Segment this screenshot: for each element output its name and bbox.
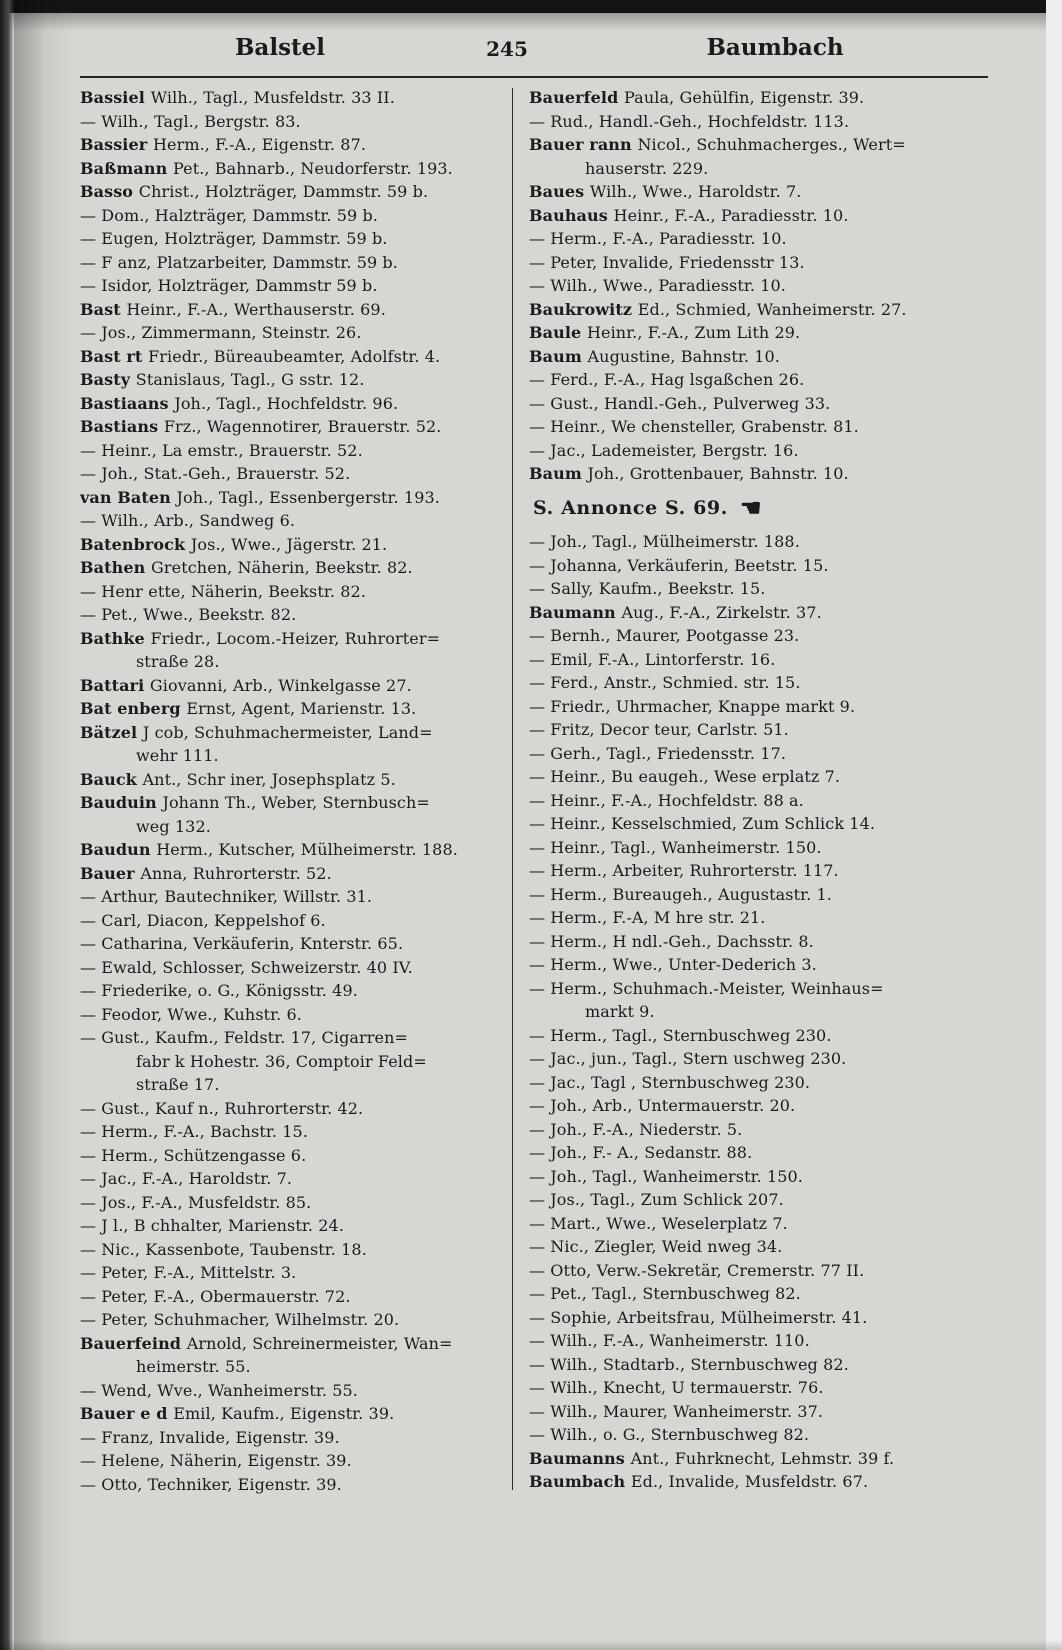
- entry-surname: Basso: [80, 182, 139, 201]
- entry-text: — Heinr., F.-A., Hochfeldstr. 88 a.: [529, 790, 804, 810]
- entry-text: — Wilh., Maurer, Wanheimerstr. 37.: [529, 1401, 824, 1421]
- directory-entry: [529, 883, 992, 907]
- entry-surname: Bathke: [80, 628, 151, 648]
- entry-surname: Basty: [80, 370, 136, 389]
- entry-text: — Eugen, Holzträger, Dammstr. 59 b.: [80, 229, 388, 248]
- entry-text: — Fritz, Decor teur, Carlstr. 51.: [529, 720, 789, 739]
- directory-entry: [529, 298, 992, 322]
- directory-entry: [80, 368, 502, 392]
- entry-text: weg 132.: [136, 816, 211, 836]
- entry-text: Stanislaus, Tagl., G sstr. 12.: [135, 370, 365, 389]
- directory-entry: [529, 345, 992, 369]
- entry-text: — Heinr., La emstr., Brauerstr. 52.: [80, 440, 363, 460]
- entry-text: — Herm., F.-A., Paradiesstr. 10.: [529, 229, 787, 248]
- entry-surname: Baues: [529, 182, 590, 201]
- directory-entry: [80, 556, 502, 580]
- directory-entry: [80, 1003, 502, 1027]
- entry-text: — Joh., Tagl., Wanheimerstr. 150.: [529, 1166, 803, 1186]
- entry-surname: Bassiel: [80, 88, 151, 107]
- entry-text: — Mart., Wwe., Weselerplatz 7.: [529, 1213, 788, 1233]
- directory-entry: [529, 1447, 992, 1471]
- directory-columns: [80, 86, 992, 1496]
- entry-text: — Jos., Zimmermann, Steinstr. 26.: [80, 323, 362, 342]
- entry-text: fabr k Hohestr. 36, Comptoir Feld=: [136, 1051, 427, 1071]
- directory-entry: [80, 345, 502, 369]
- entry-text: Pet., Bahnarb., Neudorferstr. 193.: [172, 158, 453, 178]
- entry-text: — Herm., Bureaugeh., Augustastr. 1.: [529, 884, 832, 904]
- entry-text: Arnold, Schreinermeister, Wan=: [186, 1333, 453, 1353]
- entry-text: straße 28.: [136, 652, 220, 671]
- entry-surname: Bauer: [80, 863, 141, 883]
- entry-surname: Bauck: [80, 769, 143, 789]
- entry-surname: Bauerfeind: [80, 1333, 187, 1353]
- entry-text: Heinr., F.-A., Zum Lith 29.: [586, 323, 801, 342]
- directory-entry: [529, 953, 992, 977]
- entry-text: — Jac., F.-A., Haroldstr. 7.: [80, 1169, 293, 1188]
- entry-text: — Wilh., Arb., Sandweg 6.: [80, 511, 296, 530]
- scan-edge-left: [0, 0, 14, 1650]
- entry-surname: Baum: [529, 346, 588, 366]
- directory-entry: [80, 1214, 502, 1238]
- directory-entry: [80, 815, 502, 839]
- entry-text: Johann Th., Weber, Sternbusch=: [162, 793, 430, 812]
- entry-text: — Herm., Arbeiter, Ruhrorterstr. 117.: [529, 861, 839, 880]
- directory-entry: [80, 1426, 502, 1450]
- entry-text: Ernst, Agent, Marienstr. 13.: [186, 699, 417, 718]
- directory-entry: [80, 1449, 502, 1473]
- entry-text: Friedr., Locom.-Heizer, Ruhrorter=: [150, 628, 441, 648]
- directory-entry: [80, 791, 502, 815]
- directory-entry: [529, 1212, 992, 1236]
- entry-text: Wilh., Tagl., Musfeldstr. 33 II.: [150, 88, 395, 107]
- directory-entry: [529, 1235, 992, 1259]
- page-header: [80, 34, 992, 70]
- entry-text: — Franz, Invalide, Eigenstr. 39.: [80, 1427, 340, 1447]
- directory-entry: [80, 838, 502, 862]
- directory-entry: [529, 1282, 992, 1306]
- entry-text: — Wilh., F.-A., Wanheimerstr. 110.: [529, 1331, 810, 1350]
- entry-text: Gretchen, Näherin, Beekstr. 82.: [151, 558, 413, 577]
- entry-surname: van Baten: [80, 487, 177, 507]
- directory-entry: [80, 133, 502, 157]
- directory-entry: [529, 648, 992, 672]
- directory-entry: [529, 695, 992, 719]
- entry-surname: Bast rt: [80, 346, 149, 366]
- directory-entry: [80, 1473, 502, 1497]
- column-divider: [512, 88, 513, 1490]
- directory-entry: [80, 462, 502, 486]
- directory-entry: [529, 577, 992, 601]
- entry-text: straße 17.: [136, 1075, 220, 1094]
- entry-surname: Bauerfeld: [529, 88, 625, 107]
- directory-entry: [80, 627, 502, 651]
- directory-entry: [80, 932, 502, 956]
- directory-entry: [80, 533, 502, 557]
- directory-entry: [529, 415, 992, 439]
- directory-entry: [529, 836, 992, 860]
- directory-entry: [80, 862, 502, 886]
- directory-entry: [529, 204, 992, 228]
- entry-text: — Ferd., F.-A., Hag lsgaßchen 26.: [529, 370, 805, 389]
- entry-surname: Bat enberg: [80, 699, 187, 718]
- directory-entry: [80, 110, 502, 134]
- entry-text: — Arthur, Bautechniker, Willstr. 31.: [80, 887, 373, 906]
- directory-entry: [529, 1094, 992, 1118]
- entry-text: — Herm., Schuhmach.-Meister, Weinhaus=: [529, 978, 884, 998]
- entry-text: — Joh., Arb., Untermauerstr. 20.: [529, 1096, 796, 1115]
- entry-text: — Gust., Handl.-Geh., Pulverweg 33.: [529, 393, 831, 413]
- entry-text: — Jos., Tagl., Zum Schlick 207.: [529, 1190, 784, 1209]
- entry-surname: Batenbrock: [80, 534, 191, 554]
- directory-entry: [529, 462, 992, 486]
- header-rule: [80, 76, 988, 78]
- directory-entry: [529, 1071, 992, 1095]
- entry-text: markt 9.: [585, 1002, 655, 1021]
- entry-surname: Bauer e d: [80, 1404, 174, 1423]
- directory-entry: [80, 1050, 502, 1074]
- directory-entry: [529, 812, 992, 836]
- entry-text: — Jos., F.-A., Musfeldstr. 85.: [80, 1192, 312, 1212]
- entry-text: Anna, Ruhrorterstr. 52.: [140, 863, 332, 883]
- directory-entry: [80, 1308, 502, 1332]
- entry-text: — Wilh., Wwe., Paradiesstr. 10.: [529, 276, 786, 295]
- directory-entry: [529, 789, 992, 813]
- directory-entry: [529, 1400, 992, 1424]
- directory-entry: [80, 251, 502, 275]
- entry-text: Herm., F.-A., Eigenstr. 87.: [152, 135, 367, 154]
- entry-text: — Pet., Tagl., Sternbuschweg 82.: [529, 1284, 801, 1303]
- entry-text: Aug., F.-A., Zirkelstr. 37.: [621, 602, 822, 622]
- entry-text: — Heinr., Kesselschmied, Zum Schlick 14.: [529, 814, 876, 833]
- directory-entry: [80, 392, 502, 416]
- directory-entry: [80, 979, 502, 1003]
- directory-entry: [80, 227, 502, 251]
- directory-entry: [80, 509, 502, 533]
- directory-entry: [80, 956, 502, 980]
- entry-text: — Joh., F.-A., Niederstr. 5.: [529, 1119, 743, 1139]
- directory-entry: [529, 86, 992, 110]
- directory-entry: [80, 1144, 502, 1168]
- right-column: [517, 86, 992, 1496]
- directory-entry: [529, 1141, 992, 1165]
- entry-text: — Herm., H ndl.-Geh., Dachsstr. 8.: [529, 931, 814, 951]
- entry-text: — Gerh., Tagl., Friedensstr. 17.: [529, 743, 787, 763]
- page-number: 245: [486, 37, 528, 61]
- directory-entry: [80, 1191, 502, 1215]
- manicule-icon: ☚: [739, 492, 763, 522]
- entry-text: — Feodor, Wwe., Kuhstr. 6.: [80, 1004, 302, 1024]
- scan-edge-top-shadow: [0, 13, 1062, 31]
- entry-text: — Wilh., o. G., Sternbuschweg 82.: [529, 1425, 810, 1444]
- entry-text: — Otto, Verw.-Sekretär, Cremerstr. 77 II.: [529, 1260, 865, 1280]
- directory-entry: [529, 742, 992, 766]
- directory-entry: [529, 1118, 992, 1142]
- directory-entry: [80, 1402, 502, 1426]
- entry-text: — Wilh., Tagl., Bergstr. 83.: [80, 111, 301, 131]
- entry-text: — Pet., Wwe., Beekstr. 82.: [80, 605, 297, 624]
- entry-text: — Herm., Tagl., Sternbuschweg 230.: [529, 1025, 832, 1045]
- entry-text: — Ewald, Schlosser, Schweizerstr. 40 IV.: [80, 957, 413, 977]
- entry-surname: Bathen: [80, 558, 151, 577]
- directory-entry: [529, 1329, 992, 1353]
- directory-entry: [80, 650, 502, 674]
- entry-text: — Heinr., Tagl., Wanheimerstr. 150.: [529, 837, 822, 857]
- entry-text: Frz., Wagennotirer, Brauerstr. 52.: [163, 417, 442, 436]
- entry-text: Christ., Holzträger, Dammstr. 59 b.: [138, 182, 429, 201]
- directory-entry: [80, 157, 502, 181]
- directory-entry: [80, 697, 502, 721]
- entry-text: Heinr., F.-A., Paradiesstr. 10.: [613, 205, 849, 225]
- entry-surname: Bastiaans: [80, 393, 175, 413]
- entry-text: — Catharina, Verkäuferin, Knterstr. 65.: [80, 934, 404, 953]
- directory-entry: [529, 671, 992, 695]
- directory-entry: [529, 1024, 992, 1048]
- entry-text: — Joh., Stat.-Geh., Brauerstr. 52.: [80, 464, 351, 483]
- entry-text: — Herm., F.-A, M hre str. 21.: [529, 908, 766, 927]
- entry-surname: Bassier: [80, 135, 153, 154]
- entry-text: Wilh., Wwe., Haroldstr. 7.: [589, 182, 802, 201]
- entry-text: — J l., B chhalter, Marienstr. 24.: [80, 1216, 345, 1235]
- entry-surname: Bast: [80, 299, 127, 319]
- entry-text: — Bernh., Maurer, Pootgasse 23.: [529, 626, 800, 645]
- entry-text: Heinr., F.-A., Werthauserstr. 69.: [126, 299, 386, 319]
- directory-entry: [80, 204, 502, 228]
- entry-surname: Bauhaus: [529, 205, 614, 225]
- entry-text: — Heinr., We chensteller, Grabenstr. 81.: [529, 417, 859, 436]
- entry-text: — Helene, Näherin, Eigenstr. 39.: [80, 1451, 352, 1470]
- directory-entry: [80, 439, 502, 463]
- entry-text: — Carl, Diacon, Keppelshof 6.: [80, 910, 326, 930]
- directory-entry: [529, 624, 992, 648]
- entry-text: — Johanna, Verkäuferin, Beetstr. 15.: [529, 555, 829, 575]
- directory-entry: [529, 718, 992, 742]
- directory-entry: [80, 768, 502, 792]
- entry-text: — Herm., Schützengasse 6.: [80, 1145, 307, 1165]
- entry-text: — Wilh., Knecht, U termauerstr. 76.: [529, 1378, 824, 1397]
- directory-entry: [529, 1376, 992, 1400]
- entry-text: — Wilh., Stadtarb., Sternbuschweg 82.: [529, 1354, 849, 1374]
- directory-entry: [529, 133, 992, 157]
- directory-entry: [80, 1238, 502, 1262]
- directory-entry: [80, 1120, 502, 1144]
- directory-entry: [80, 298, 502, 322]
- entry-surname: Baudun: [80, 840, 157, 859]
- directory-entry: [529, 1306, 992, 1330]
- directory-entry: [529, 859, 992, 883]
- directory-entry: [80, 885, 502, 909]
- directory-entry: [80, 1355, 502, 1379]
- entry-text: — Peter, F.-A., Obermauerstr. 72.: [80, 1286, 351, 1306]
- entry-text: — Ferd., Anstr., Schmied. str. 15.: [529, 673, 801, 692]
- directory-entry: [80, 580, 502, 604]
- entry-text: — Isidor, Holzträger, Dammstr 59 b.: [80, 276, 378, 295]
- directory-entry: [529, 1000, 992, 1024]
- entry-text: — F anz, Platzarbeiter, Dammstr. 59 b.: [80, 252, 398, 272]
- entry-surname: Battari: [80, 675, 150, 695]
- entry-text: Giovanni, Arb., Winkelgasse 27.: [149, 675, 412, 695]
- entry-text: hauserstr. 229.: [585, 158, 709, 178]
- directory-entry: [529, 1423, 992, 1447]
- directory-entry: [80, 86, 502, 110]
- directory-entry: [529, 554, 992, 578]
- directory-entry: [529, 251, 992, 275]
- directory-entry: [529, 1470, 992, 1494]
- entry-surname: Bätzel: [80, 722, 143, 742]
- entry-text: — Peter, F.-A., Mittelstr. 3.: [80, 1263, 297, 1282]
- entry-text: — Sally, Kaufm., Beekstr. 15.: [529, 579, 766, 598]
- entry-text: — Henr ette, Näherin, Beekstr. 82.: [80, 581, 367, 601]
- scan-edge-right: [1046, 0, 1062, 1650]
- directory-entry: [80, 274, 502, 298]
- entry-surname: Bauduin: [80, 793, 163, 812]
- directory-entry: [529, 977, 992, 1001]
- directory-entry: [529, 530, 992, 554]
- entry-text: — Wend, Wve., Wanheimerstr. 55.: [80, 1380, 358, 1400]
- directory-entry: [529, 368, 992, 392]
- directory-entry: [533, 492, 992, 522]
- entry-text: Augustine, Bahnstr. 10.: [587, 346, 780, 366]
- entry-text: Herm., Kutscher, Mülheimerstr. 188.: [156, 840, 458, 859]
- entry-text: — Nic., Kassenbote, Taubenstr. 18.: [80, 1239, 367, 1259]
- directory-entry: [80, 1097, 502, 1121]
- directory-entry: [80, 909, 502, 933]
- entry-text: S. Annonce S. 69.: [533, 496, 728, 519]
- entry-surname: Baumann: [529, 602, 622, 622]
- left-column: [80, 86, 506, 1496]
- entry-text: — Emil, F.-A., Lintorferstr. 16.: [529, 649, 776, 669]
- entry-text: J cob, Schuhmachermeister, Land=: [142, 722, 433, 742]
- entry-text: — Friedr., Uhrmacher, Knappe markt 9.: [529, 696, 856, 716]
- page-gutter-shadow: [14, 0, 72, 1650]
- entry-surname: Baukrowitz: [529, 299, 638, 319]
- entry-text: — Heinr., Bu eaugeh., Wese erplatz 7.: [529, 767, 841, 786]
- directory-entry: [529, 1259, 992, 1283]
- entry-text: — Joh., Tagl., Mülheimerstr. 188.: [529, 532, 800, 551]
- directory-entry: [529, 392, 992, 416]
- directory-entry: [529, 321, 992, 345]
- directory-entry: [529, 906, 992, 930]
- entry-text: — Jac., Tagl , Sternbuschweg 230.: [529, 1072, 811, 1092]
- directory-entry: [80, 603, 502, 627]
- entry-text: heimerstr. 55.: [136, 1357, 251, 1376]
- entry-text: Joh., Tagl., Essenbergerstr. 193.: [176, 487, 440, 507]
- directory-entry: [529, 110, 992, 134]
- entry-text: — Herm., Wwe., Unter-Dederich 3.: [529, 955, 817, 974]
- directory-entry: [529, 1188, 992, 1212]
- directory-entry: [529, 930, 992, 954]
- entry-surname: Bastians: [80, 417, 164, 436]
- entry-surname: Baule: [529, 323, 587, 342]
- entry-text: — Joh., F.- A., Sedanstr. 88.: [529, 1143, 753, 1162]
- entry-text: — Jac., Lademeister, Bergstr. 16.: [529, 440, 799, 460]
- directory-entry: [80, 1073, 502, 1097]
- scan-edge-bottom: [0, 1640, 1062, 1650]
- entry-text: Paula, Gehülfin, Eigenstr. 39.: [624, 88, 865, 107]
- entry-text: — Peter, Invalide, Friedensstr 13.: [529, 252, 805, 272]
- entry-text: Ed., Schmied, Wanheimerstr. 27.: [637, 299, 907, 319]
- entry-text: Friedr., Büreaubeamter, Adolfstr. 4.: [148, 346, 441, 366]
- directory-entry: [529, 1353, 992, 1377]
- entry-text: Joh., Grottenbauer, Bahnstr. 10.: [587, 464, 849, 483]
- directory-entry: [80, 415, 502, 439]
- directory-entry: [529, 1165, 992, 1189]
- directory-entry: [80, 1285, 502, 1309]
- entry-text: — Nic., Ziegler, Weid nweg 34.: [529, 1237, 783, 1256]
- directory-entry: [80, 1379, 502, 1403]
- entry-surname: Bauer rann: [529, 135, 638, 154]
- entry-text: Emil, Kaufm., Eigenstr. 39.: [173, 1404, 395, 1423]
- directory-entry: [529, 601, 992, 625]
- entry-surname: Baumanns: [529, 1448, 631, 1468]
- directory-entry: [80, 744, 502, 768]
- directory-entry: [80, 321, 502, 345]
- directory-entry: [529, 157, 992, 181]
- entry-text: Joh., Tagl., Hochfeldstr. 96.: [174, 393, 399, 413]
- directory-entry: [80, 180, 502, 204]
- entry-text: — Friederike, o. G., Königsstr. 49.: [80, 981, 358, 1000]
- directory-entry: [80, 486, 502, 510]
- directory-entry: [80, 1261, 502, 1285]
- entry-text: — Rud., Handl.-Geh., Hochfeldstr. 113.: [529, 111, 850, 131]
- entry-surname: Baumbach: [529, 1472, 631, 1491]
- directory-entry: [529, 439, 992, 463]
- entry-text: Ed., Invalide, Musfeldstr. 67.: [630, 1472, 869, 1491]
- entry-text: — Gust., Kauf n., Ruhrorterstr. 42.: [80, 1098, 364, 1118]
- directory-entry: [529, 274, 992, 298]
- entry-text: — Peter, Schuhmacher, Wilhelmstr. 20.: [80, 1310, 400, 1329]
- directory-entry: [80, 1332, 502, 1356]
- directory-entry: [529, 180, 992, 204]
- entry-text: Jos., Wwe., Jägerstr. 21.: [190, 534, 388, 554]
- entry-text: — Gust., Kaufm., Feldstr. 17, Cigarren=: [80, 1028, 409, 1047]
- entry-text: Nicol., Schuhmacherges., Wert=: [637, 135, 906, 154]
- directory-entry: [80, 721, 502, 745]
- entry-text: — Otto, Techniker, Eigenstr. 39.: [80, 1474, 342, 1494]
- directory-entry: [80, 674, 502, 698]
- entry-text: — Herm., F.-A., Bachstr. 15.: [80, 1122, 309, 1141]
- entry-surname: Baßmann: [80, 158, 173, 178]
- entry-text: wehr 111.: [136, 746, 219, 765]
- scan-edge-top: [0, 0, 1062, 13]
- entry-text: Ant., Fuhrknecht, Lehmstr. 39 f.: [630, 1448, 895, 1468]
- directory-entry: [80, 1026, 502, 1050]
- directory-entry: [529, 1047, 992, 1071]
- entry-text: Ant., Schr iner, Josephsplatz 5.: [142, 769, 396, 789]
- entry-text: — Dom., Halzträger, Dammstr. 59 b.: [80, 205, 378, 225]
- directory-entry: [80, 1167, 502, 1191]
- header-left-keyword: Balstel: [234, 34, 326, 61]
- entry-text: — Sophie, Arbeitsfrau, Mülheimerstr. 41.: [529, 1307, 868, 1327]
- header-right-keyword: Baumbach: [706, 34, 844, 61]
- entry-text: — Jac., jun., Tagl., Stern uschweg 230.: [529, 1049, 847, 1068]
- entry-surname: Baum: [529, 464, 588, 483]
- directory-entry: [529, 765, 992, 789]
- directory-entry: [529, 227, 992, 251]
